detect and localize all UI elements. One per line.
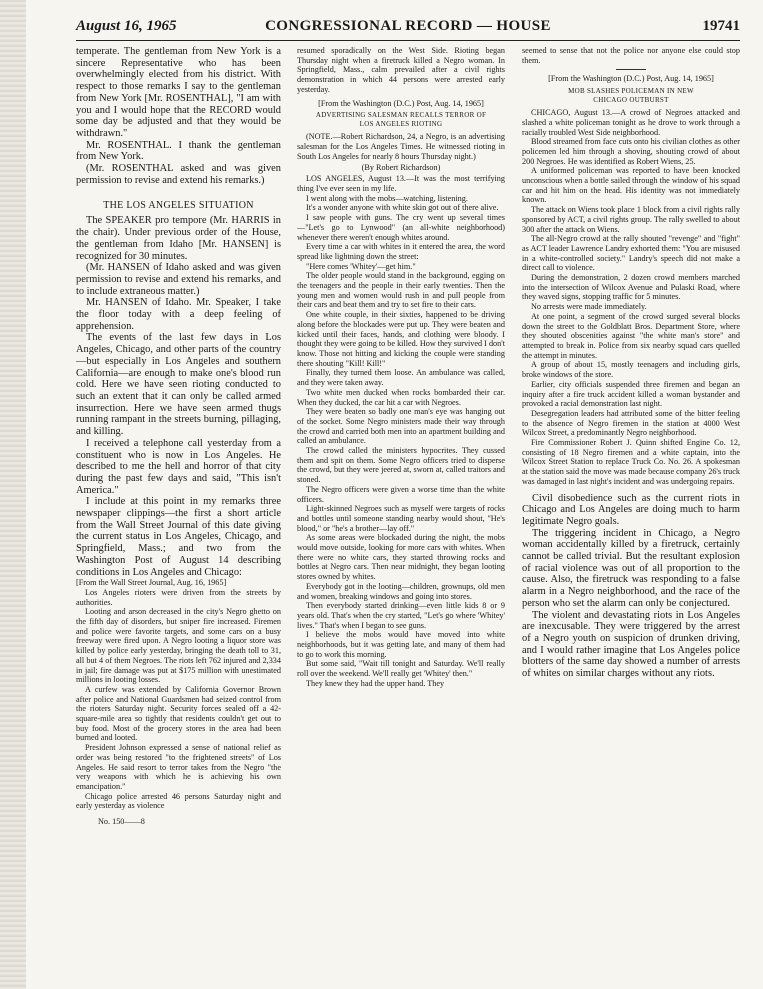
- clipping-paragraph: The attack on Wiens took place 1 block from a civil rights rally sponsored by ACT, a civil rights group. The rally swelled to about 300 after the attack on Wiens.: [522, 205, 740, 234]
- clipping-source: [From the Washington (D.C.) Post, Aug. 14, 1965]: [318, 98, 484, 108]
- clipping-paragraph: Chicago police arrested 46 persons Saturday night and early yesterday as violence: [76, 791, 281, 811]
- paragraph: The triggering incident in Chicago, a Negro woman accidentally killed by a firetruck, certainly cannot be called trivial. But the resultant explosion of racial violence was out of all proportion to the cause. Also, the firetruck was responding to a false alarm in a Negro neighborhood, and the race of the person who set the alarm can only be conjectured.: [522, 527, 740, 609]
- column-3: [522, 46, 740, 976]
- clipping-paragraph: Fire Commissioner Robert J. Quinn shifted Engine Co. 12, consisting of 18 Negro firemen and a white captain, into the Wilcox Street Station to replace Truck Co. No. 26. A spokesman at the station said the move was made because company 26's truck was damaged in last night's incident and was undergoing repairs.: [522, 438, 740, 486]
- document-page: [76, 16, 740, 976]
- clipping-paragraph: Light-skinned Negroes such as myself were targets of rocks and bottles until someone standing nearby would shout, "He's blood," or "he's a brother—lay off.": [297, 504, 505, 533]
- clipping-paragraph: No arrests were made immediately.: [531, 302, 647, 312]
- column-2: [297, 46, 505, 976]
- clipping-paragraph: Blood streamed from face cuts onto his civilian clothes as other policemen led him through a shoving, shouting crowd of about 200 Negroes. He was identified as Robert Wiens, 25.: [522, 137, 740, 166]
- paragraph: Mr. ROSENTHAL. I thank the gentleman from New York.: [76, 139, 281, 163]
- clipping-paragraph: During the demonstration, 2 dozen crowd members marched into the intersection of Wilcox Avenue and Pulaski Road, where they waved signs, stopping traffic for 5 minutes.: [522, 273, 740, 302]
- paragraph: I include at this point in my remarks three newspaper clippings—the first a short article from the Wall Street Journal of this date giving the current status in Los Angeles, Chicago, and Springfield, Mass.; and two from the Washington Post of August 14 describing conditions in Los Angeles and Chicago:: [76, 496, 281, 578]
- clipping-paragraph: Every time a car with whites in it entered the area, the word spread like lightning down the street:: [297, 242, 505, 261]
- columns: [76, 46, 740, 976]
- clipping-paragraph: Everybody got in the looting—children, grownups, old men and women, breaking windows and going into stores.: [297, 581, 505, 601]
- clipping-paragraph: I went along with the mobs—watching, listening.: [306, 193, 468, 203]
- running-header: [76, 16, 740, 41]
- clipping-paragraph: But some said, "Wait till tonight and Saturday. We'll really roll over the weekend. We'll really get 'Whitey' then.": [297, 659, 505, 679]
- clipping-paragraph: The crowd called the ministers hypocrites. They cussed them and spit on them. Some Negro officers tried to disperse the crowd, but they were jeered at, sworn at, called traitors and stoned.: [297, 446, 505, 485]
- column-1: [76, 46, 281, 976]
- clipping-paragraph: LOS ANGELES, August 13.—It was the most terrifying thing I've ever seen in my life.: [297, 174, 505, 194]
- editor-note: (NOTE.—Robert Richardson, 24, a Negro, is an advertising salesman for the Los Angeles Times. He witnessed rioting in South Los Angeles for nearly 8 hours Thursday night.): [297, 132, 505, 161]
- clipping-paragraph: A group of about 15, mostly teenagers and including girls, broke windows of the store.: [522, 360, 740, 380]
- header-date: August 16, 1965: [76, 18, 177, 34]
- clipping-paragraph: A uniformed policeman was reported to have been knocked unconscious when a bottle sailed through the window of his squad car and hit him on the head. His identity was not immediately known.: [522, 166, 740, 205]
- clipping-paragraph: Desegregation leaders had attributed some of the bitter feeling to the absence of Negro firemen in the station at 4000 West Wilcox Street, a predominantly Negro neighborhood.: [522, 408, 740, 438]
- clipping-headline: [522, 87, 740, 105]
- paragraph: I received a telephone call yesterday from a constituent who is now in Los Angeles. He described to me the hell and horror of that city during the past few days and said, "This isn't America.": [76, 437, 281, 496]
- byline: (By Robert Richardson): [361, 163, 441, 173]
- clipping-paragraph: The all-Negro crowd at the rally shouted "revenge" and "fight" as ACT leader Lawrence Landry exhorted them: "You are misused in a white-controlled society." Landry's speech did not make a direct call to violence.: [522, 234, 740, 273]
- header-title: CONGRESSIONAL RECORD — HOUSE: [265, 18, 551, 34]
- clipping-paragraph: President Johnson expressed a sense of national relief as order was being restored "to the frightened streets" of Los Angeles. He said resort to terror takes from the Negro "the very weapons with which he is achieving his own emancipation.": [76, 743, 281, 791]
- paragraph: The SPEAKER pro tempore (Mr. HARRIS in the chair). Under previous order of the House, the gentleman from Idaho [Mr. HANSEN] is recognized for 30 minutes.: [76, 215, 281, 262]
- paragraph: (Mr. HANSEN of Idaho asked and was given permission to revise and extend his remarks, and to include extraneous matter.): [76, 262, 281, 297]
- headline-line-1: ADVERTISING SALESMAN RECALLS TERROR OF: [315, 111, 487, 120]
- clipping-paragraph: The Negro officers were given a worse time than the white officers.: [297, 484, 505, 504]
- clipping-paragraph: CHICAGO, August 13.—A crowd of Negroes attacked and slashed a white policeman tonight as he drove to work through a racially troubled West Side neighborhood.: [522, 108, 740, 137]
- page-number: 19741: [702, 18, 740, 34]
- clipping-paragraph: Finally, they turned them loose. An ambulance was called, and they were taken away.: [297, 368, 505, 388]
- clipping-paragraph: They were beaten so badly one man's eye was hanging out of the socket. Some Negro ministers made their way through the crowd and carried both men into an apartment building and called an ambulance.: [297, 407, 505, 446]
- clipping-paragraph: At one point, a segment of the crowd surged several blocks down the street to the Goldblatt Bros. Department Store, where they shouted obscenities against "the white man's store" and attempted to break in. Police from six nearby squad cars quelled the attempt in minutes.: [522, 311, 740, 360]
- paragraph: The violent and devastating riots in Los Angeles are inexcusable. They were triggered by the arrest of a Negro youth on suspicion of drunken driving, and I would rather imagine that Los Angeles police blotters of the same day showed a number of arrests of whites on similar charges without any riots.: [522, 609, 740, 680]
- clipping-paragraph: A curfew was extended by California Governor Brown after police and National Guardsmen had seized control from the rioters Saturday night. Security forces sealed off a 42-square-mile area so tightly that residents couldn't get out to buy food. Most of the grocery stores in the area had been burned and looted.: [76, 684, 281, 743]
- clipping-source: [From the Wall Street Journal, Aug. 16, 1965]: [76, 578, 227, 588]
- issue-number: No. 150——8: [98, 817, 145, 827]
- paragraph: Civil disobedience such as the current riots in Chicago and Los Angeles are doing much to harm legitimate Negro goals.: [522, 492, 740, 527]
- clipping-paragraph: "Here comes 'Whitey'—get him.": [306, 261, 416, 271]
- headline-line-2: LOS ANGELES RIOTING: [359, 120, 443, 129]
- clipping-paragraph: Then everybody started drinking—even little kids 8 or 9 years old. That's when the cry started, "Let's go where 'Whitey' lives." That's when I began to see guns.: [297, 601, 505, 630]
- clipping-paragraph: Looting and arson decreased in the city's Negro ghetto on the fifth day of disorders, but sniper fire increased. Firemen and police were favorite targets, and some cars on a busy freeway were fired upon. A Negro looting a liquor store was killed by police early yesterday, bringing the death toll to 31, all but 4 of them Negroes. The riots left 762 injured and 2,334 in jail; fire damage was put at $175 million with unestimated millions in looting losses.: [76, 607, 281, 685]
- clipping-headline: [297, 111, 505, 129]
- binding-edge: [0, 0, 26, 989]
- clipping-paragraph: resumed sporadically on the West Side. Rioting began Thursday night when a firetruck killed a Negro woman. In Springfield, Mass., calm prevailed after a civil rights demonstration in which 44 persons were arrested early yesterday.: [297, 46, 505, 94]
- clipping-paragraph: Earlier, city officials suspended three firemen and began an inquiry after a fire truck accident killed a woman bystander and provoked a racial demonstration last night.: [522, 379, 740, 409]
- clipping-paragraph: It's a wonder anyone with white skin got out of there alive.: [306, 203, 499, 213]
- clipping-paragraph: I saw people with guns. The cry went up several times—"Let's go to Lynwood" (an all-white neighborhood) whenever there weren't enough whites around.: [297, 213, 505, 242]
- paragraph: The events of the last few days in Los Angeles, Chicago, and other parts of the country—but especially in Los Angeles and southern California—are enough to make one's blood run cold. Here we have seen rioting conducted to such an extent that it can only be called armed insurrection. Here we have seen armed thugs running rampant in the streets burning, pillaging, and killing.: [76, 332, 281, 438]
- clipping-paragraph: One white couple, in their sixties, happened to be driving along before the blockades were put up. They were beaten and kicked until their faces, hands, and clothing were bloody. I thought they were going to be killed. How they survived I don't know. Those not hitting and kicking the couple were standing there shouting "Kill! Kill!": [297, 310, 505, 368]
- clipping-paragraph: Two white men ducked when rocks bombarded their car. When they ducked, the car hit a car with Negroes.: [297, 387, 505, 407]
- clipping-paragraph: I believe the mobs would have moved into white neighborhoods, but it was getting late, and many of them had to go to work this morning.: [297, 630, 505, 659]
- headline-line-2: CHICAGO OUTBURST: [593, 96, 669, 105]
- clipping-paragraph: They knew they had the upper hand. They: [306, 678, 445, 688]
- clipping-paragraph: Los Angeles rioters were driven from the streets by authorities.: [76, 587, 281, 607]
- paragraph: (Mr. ROSENTHAL asked and was given permission to revise and extend his remarks.): [76, 163, 281, 186]
- paragraph: temperate. The gentleman from New York is a sincere Representative who has been overwhelmingly elected from his district. With respect to those remarks I say to the gentleman from New York [Mr. ROSENTHAL], "I am with you and I would hope that the RECORD would some day be adjusted and that they would be withdrawn.": [76, 46, 281, 139]
- divider: [616, 69, 646, 70]
- headline-line-1: MOB SLASHES POLICEMAN IN NEW: [568, 87, 694, 96]
- clipping-paragraph: The older people would stand in the background, egging on the teenagers and the people in their early twenties. Then the young men and women would rush in and pull people from their cars and beat them and try to set fire to their cars.: [297, 271, 505, 310]
- clipping-paragraph: seemed to sense that not the police nor anyone else could stop them.: [522, 46, 740, 65]
- section-title: THE LOS ANGELES SITUATION: [103, 200, 254, 212]
- paragraph: Mr. HANSEN of Idaho. Mr. Speaker, I take the floor today with a deep feeling of apprehension.: [76, 297, 281, 332]
- clipping-source: [From the Washington (D.C.) Post, Aug. 14, 1965]: [548, 74, 714, 84]
- clipping-paragraph: As some areas were blockaded during the night, the mobs would move outside, looking for more cars with whites. When there were no white cars, they started throwing rocks and bottles at Negro cars. Then near midnight, they began looting stores owned by whites.: [297, 533, 505, 582]
